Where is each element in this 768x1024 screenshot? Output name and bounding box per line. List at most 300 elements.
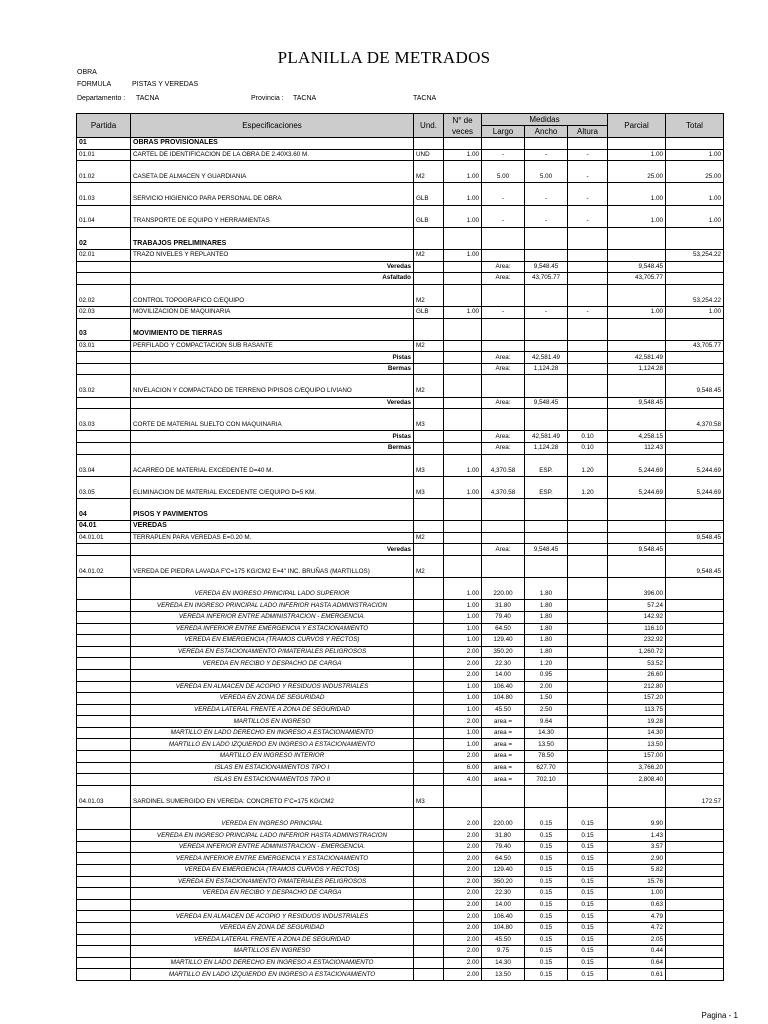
cell-largo [482,329,525,340]
cell-largo: 106.40 [482,911,525,923]
table-row [77,693,724,705]
cell-unidad [414,544,444,556]
cell-largo: - [482,216,525,227]
cell-parcial [608,227,666,238]
cell-especificacion: CORTE DE MATERIAL SUELTO CON MAQUINARIA [131,420,414,431]
cell-unidad [414,329,444,340]
cell-veces: 1.00 [444,727,482,739]
cell-veces: 2.00 [444,888,482,900]
cell-altura: - [568,194,608,205]
cell-parcial: 13.50 [608,739,666,751]
cell-unidad [414,785,444,796]
cell-partida [77,751,131,763]
cell-altura: 0.15 [568,969,608,981]
cell-largo: area = [482,716,525,728]
section-row [77,138,724,150]
cell-partida: 04.01.01 [77,532,131,544]
cell-especificacion: VEREDAS [131,521,414,533]
cell-partida [77,161,131,172]
cell-veces: 1.00 [444,249,482,261]
cell-largo: 5.00 [482,172,525,183]
cell-partida [77,318,131,329]
cell-veces [444,567,482,578]
cell-ancho: 0.15 [525,911,568,923]
cell-largo: 129.40 [482,865,525,877]
cell-total [666,397,724,409]
cell-altura [568,716,608,728]
cell-unidad [414,751,444,763]
cell-veces [444,138,482,150]
cell-especificacion: VEREDA EN ALMACEN DE ACOPIO Y RESIDUOS INDUSTRIALES [131,681,414,693]
cell-total [666,762,724,774]
cell-partida [77,957,131,969]
cell-parcial: 0.44 [608,946,666,958]
cell-ancho [525,521,568,533]
cell-especificacion: VEREDA INFERIOR ENTRE ADMINISTRACION - EMERGENCIA. [131,611,414,623]
cell-especificacion: Veredas [131,544,414,556]
table-row [77,751,724,763]
cell-altura [568,532,608,544]
blank-row [77,785,724,796]
cell-especificacion [131,183,414,194]
formula-label: FORMULA [77,81,112,88]
cell-veces: 1.00 [444,589,482,600]
cell-especificacion: MARTILLO EN LADO DERECHO EN INGRESO A ESTACIONAMIENTO [131,957,414,969]
cell-ancho [525,138,568,150]
cell-ancho [525,555,568,566]
cell-veces [444,785,482,796]
header-altura: Altura [568,126,608,138]
cell-veces [444,510,482,521]
cell-largo [482,476,525,487]
cell-parcial [608,510,666,521]
cell-parcial: 14.30 [608,727,666,739]
cell-total [666,899,724,911]
cell-parcial [608,567,666,578]
table-row [77,922,724,934]
cell-veces: 2.00 [444,751,482,763]
cell-total: 53,254.22 [666,295,724,306]
cell-total [666,544,724,556]
cell-altura: 0.15 [568,876,608,888]
cell-altura: 0.10 [568,443,608,455]
table-row [77,658,724,670]
cell-ancho: 42,581.49 [525,431,568,443]
cell-partida [77,669,131,681]
cell-largo [482,238,525,249]
cell-parcial [608,796,666,807]
cell-veces [444,375,482,386]
header-veces: N° de veces [444,114,482,138]
cell-total [666,476,724,487]
cell-veces: 1.00 [444,623,482,635]
cell-unidad: M2 [414,295,444,306]
cell-parcial: 9,548.45 [608,397,666,409]
cell-veces: 1.00 [444,693,482,705]
blank-row [77,183,724,194]
header-parcial: Parcial [608,114,666,138]
cell-partida [77,911,131,923]
cell-veces [444,386,482,397]
cell-especificacion: VEREDA EN EMERGENCIA (TRAMOS CURVOS Y RECTOS) [131,865,414,877]
cell-partida [77,681,131,693]
cell-partida: 01.04 [77,216,131,227]
cell-unidad [414,510,444,521]
cell-partida [77,635,131,647]
cell-total: 5,244.69 [666,465,724,476]
cell-unidad [414,774,444,786]
cell-altura [568,727,608,739]
cell-especificacion: Veredas [131,261,414,273]
cell-especificacion: CARTEL DE IDENTIFICACION DE LA OBRA DE 2.40X3.60 M. [131,149,414,161]
cell-especificacion: MARTILLO EN LADO DERECHO EN INGRESO A ESTACIONAMIENTO [131,727,414,739]
cell-ancho [525,249,568,261]
cell-parcial: 4,258.15 [608,431,666,443]
cell-ancho: 1.20 [525,658,568,670]
cell-veces [444,183,482,194]
cell-veces [444,363,482,375]
cell-partida: 04 [77,510,131,521]
cell-largo [482,318,525,329]
cell-total [666,830,724,842]
cell-ancho [525,499,568,510]
cell-especificacion: VEREDA EN INGRESO PRINCIPAL [131,819,414,830]
cell-largo: area = [482,727,525,739]
cell-veces: 2.00 [444,658,482,670]
cell-altura [568,329,608,340]
cell-total [666,227,724,238]
cell-partida: 03.01 [77,340,131,352]
cell-parcial [608,409,666,420]
cell-parcial [608,205,666,216]
cell-parcial [608,521,666,533]
cell-especificacion: SARDINEL SUMERGIDO EN VEREDA: CONCRETO F'C=175 KG/CM2 [131,796,414,807]
cell-veces [444,409,482,420]
cell-altura [568,183,608,194]
cell-ancho [525,295,568,306]
cell-total: 5,244.69 [666,487,724,498]
cell-ancho [525,375,568,386]
cell-parcial: 1,124.28 [608,363,666,375]
cell-parcial [608,295,666,306]
cell-especificacion: VEREDA LATERAL FRENTE A ZONA DE SEGURIDAD [131,704,414,716]
cell-partida [77,273,131,285]
cell-especificacion: VEREDA EN ZONA DE SEGURIDAD [131,693,414,705]
cell-partida: 02.03 [77,306,131,318]
cell-altura: 0.15 [568,911,608,923]
cell-unidad [414,284,444,295]
cell-veces [444,555,482,566]
cell-veces [444,352,482,364]
cell-unidad [414,409,444,420]
cell-ancho: 0.15 [525,946,568,958]
cell-parcial: 113.75 [608,704,666,716]
blank-row [77,499,724,510]
cell-veces: 2.00 [444,876,482,888]
cell-veces: 2.00 [444,819,482,830]
cell-especificacion: VEREDA EN RECIBO Y DESPACHO DE CARGA [131,888,414,900]
cell-partida: 03.04 [77,465,131,476]
table-row [77,946,724,958]
cell-unidad [414,397,444,409]
cell-unidad [414,227,444,238]
cell-largo [482,205,525,216]
cell-ancho [525,318,568,329]
table-row [77,420,724,431]
cell-unidad [414,876,444,888]
table-row [77,465,724,476]
cell-partida [77,261,131,273]
cell-partida [77,499,131,510]
cell-total: 1.00 [666,216,724,227]
cell-ancho: 2.50 [525,704,568,716]
cell-total [666,352,724,364]
cell-partida [77,704,131,716]
cell-ancho: 1.80 [525,623,568,635]
cell-partida [77,716,131,728]
cell-ancho: 1.80 [525,589,568,600]
cell-partida [77,284,131,295]
cell-unidad [414,261,444,273]
cell-veces: 2.00 [444,841,482,853]
cell-veces [444,227,482,238]
cell-ancho: - [525,216,568,227]
cell-especificacion [131,899,414,911]
cell-veces [444,808,482,819]
cell-largo: area = [482,739,525,751]
table-row [77,589,724,600]
cell-ancho: 2.00 [525,681,568,693]
cell-largo [482,227,525,238]
cell-altura [568,808,608,819]
cell-altura [568,476,608,487]
cell-ancho: 1.80 [525,600,568,612]
cell-altura [568,227,608,238]
cell-altura [568,352,608,364]
cell-altura [568,704,608,716]
cell-especificacion: Asfaltado [131,273,414,285]
cell-total [666,238,724,249]
cell-ancho: 0.15 [525,957,568,969]
cell-especificacion [131,499,414,510]
cell-especificacion: VEREDA EN RECIBO Y DESPACHO DE CARGA [131,658,414,670]
cell-total [666,646,724,658]
cell-ancho: 0.15 [525,969,568,981]
distrito-value: TACNA [413,95,437,102]
cell-total [666,853,724,865]
cell-parcial [608,138,666,150]
cell-total [666,454,724,465]
table-row [77,957,724,969]
cell-altura [568,238,608,249]
cell-parcial [608,238,666,249]
cell-veces [444,205,482,216]
cell-partida [77,658,131,670]
cell-especificacion: VEREDA INFERIOR ENTRE EMERGENCIA Y ESTACIONAMIENTO [131,853,414,865]
cell-altura [568,295,608,306]
cell-especificacion: VEREDA EN INGRESO PRINCIPAL LADO INFERIOR HASTA ADMINISTRACION [131,600,414,612]
cell-especificacion: VEREDA EN EMERGENCIA (TRAMOS CURVOS Y RECTOS) [131,635,414,647]
cell-total [666,957,724,969]
table-row [77,865,724,877]
cell-total [666,751,724,763]
cell-especificacion [131,669,414,681]
cell-parcial: 232.92 [608,635,666,647]
cell-partida [77,922,131,934]
cell-veces [444,161,482,172]
cell-especificacion [131,375,414,386]
cell-altura [568,693,608,705]
cell-total [666,589,724,600]
cell-unidad [414,611,444,623]
cell-altura: 0.15 [568,899,608,911]
cell-total [666,969,724,981]
table-row [77,796,724,807]
cell-parcial: 0.63 [608,899,666,911]
cell-largo [482,183,525,194]
cell-total: 9,548.45 [666,567,724,578]
cell-ancho: 1.50 [525,693,568,705]
cell-partida [77,841,131,853]
cell-veces: 2.00 [444,716,482,728]
cell-veces [444,578,482,589]
departamento-value: TACNA [136,95,160,102]
cell-largo: 31.80 [482,830,525,842]
cell-veces [444,796,482,807]
cell-largo [482,409,525,420]
cell-altura [568,739,608,751]
table-row [77,704,724,716]
cell-partida [77,876,131,888]
table-row [77,830,724,842]
cell-altura [568,138,608,150]
cell-especificacion: ISLAS EN ESTACIONAMIENTOS TIPO II [131,774,414,786]
cell-largo: 220.00 [482,589,525,600]
cell-unidad: M2 [414,532,444,544]
cell-parcial: 3.57 [608,841,666,853]
cell-unidad: GLB [414,216,444,227]
formula-value: PISTAS Y VEREDAS [132,81,199,88]
cell-total [666,138,724,150]
cell-especificacion [131,476,414,487]
cell-veces: 1.00 [444,635,482,647]
cell-veces [444,261,482,273]
cell-largo: 45.50 [482,704,525,716]
cell-partida [77,431,131,443]
blank-row [77,555,724,566]
cell-parcial: 1.43 [608,830,666,842]
cell-total [666,693,724,705]
cell-largo: Area: [482,443,525,455]
cell-especificacion: Pistas [131,431,414,443]
table-row [77,363,724,375]
cell-especificacion: MARTILLO EN LADO IZQUIERDO EN INGRESO A ESTACIONAMIENTO [131,739,414,751]
table-row [77,397,724,409]
cell-parcial: 42,581.49 [608,352,666,364]
cell-total [666,888,724,900]
cell-altura [568,510,608,521]
table-row [77,934,724,946]
cell-altura [568,261,608,273]
cell-largo [482,808,525,819]
table-row [77,443,724,455]
cell-partida: 01.03 [77,194,131,205]
cell-veces [444,273,482,285]
cell-altura [568,363,608,375]
cell-parcial [608,329,666,340]
cell-especificacion: Veredas [131,397,414,409]
cell-veces [444,476,482,487]
cell-total: 53,254.22 [666,249,724,261]
cell-total: 9,548.45 [666,386,724,397]
cell-unidad [414,899,444,911]
cell-total [666,669,724,681]
cell-partida [77,899,131,911]
cell-unidad: M3 [414,465,444,476]
cell-especificacion: TRABAJOS PRELIMINARES [131,238,414,249]
cell-total [666,911,724,923]
cell-largo: 14.00 [482,669,525,681]
cell-veces: 2.00 [444,830,482,842]
cell-largo: 31.80 [482,600,525,612]
cell-veces: 2.00 [444,957,482,969]
cell-veces: 6.00 [444,762,482,774]
cell-unidad [414,739,444,751]
cell-altura [568,646,608,658]
cell-partida: 02.01 [77,249,131,261]
cell-altura: 0.15 [568,934,608,946]
cell-veces: 2.00 [444,922,482,934]
table-row [77,295,724,306]
cell-altura [568,762,608,774]
cell-parcial [608,340,666,352]
cell-parcial: 26.60 [608,669,666,681]
blank-row [77,161,724,172]
cell-ancho: 1.80 [525,611,568,623]
cell-partida: 01 [77,138,131,150]
cell-largo: 104.80 [482,922,525,934]
cell-ancho: 0.15 [525,853,568,865]
table-row [77,646,724,658]
cell-partida [77,555,131,566]
cell-especificacion: SERVICIO HIGIENICO PARA PERSONAL DE OBRA [131,194,414,205]
cell-especificacion [131,454,414,465]
cell-especificacion [131,318,414,329]
cell-total: 172.57 [666,796,724,807]
table-row [77,386,724,397]
cell-veces: 1.00 [444,600,482,612]
cell-ancho [525,183,568,194]
header-medidas: Medidas [482,114,608,126]
cell-especificacion: MARTILLO EN LADO IZQUIERDO EN INGRESO A ESTACIONAMIENTO [131,969,414,981]
cell-altura: 0.15 [568,830,608,842]
cell-altura [568,796,608,807]
cell-unidad: M3 [414,487,444,498]
cell-total [666,375,724,386]
cell-parcial: 0.64 [608,957,666,969]
table-row [77,249,724,261]
cell-partida [77,762,131,774]
table-row [77,172,724,183]
cell-ancho: 0.15 [525,899,568,911]
cell-unidad [414,161,444,172]
cell-veces [444,329,482,340]
cell-altura [568,611,608,623]
cell-parcial: 5,244.69 [608,487,666,498]
cell-ancho [525,227,568,238]
cell-veces: 1.00 [444,216,482,227]
cell-especificacion: MARTILLO EN INGRESO INTERIOR [131,751,414,763]
